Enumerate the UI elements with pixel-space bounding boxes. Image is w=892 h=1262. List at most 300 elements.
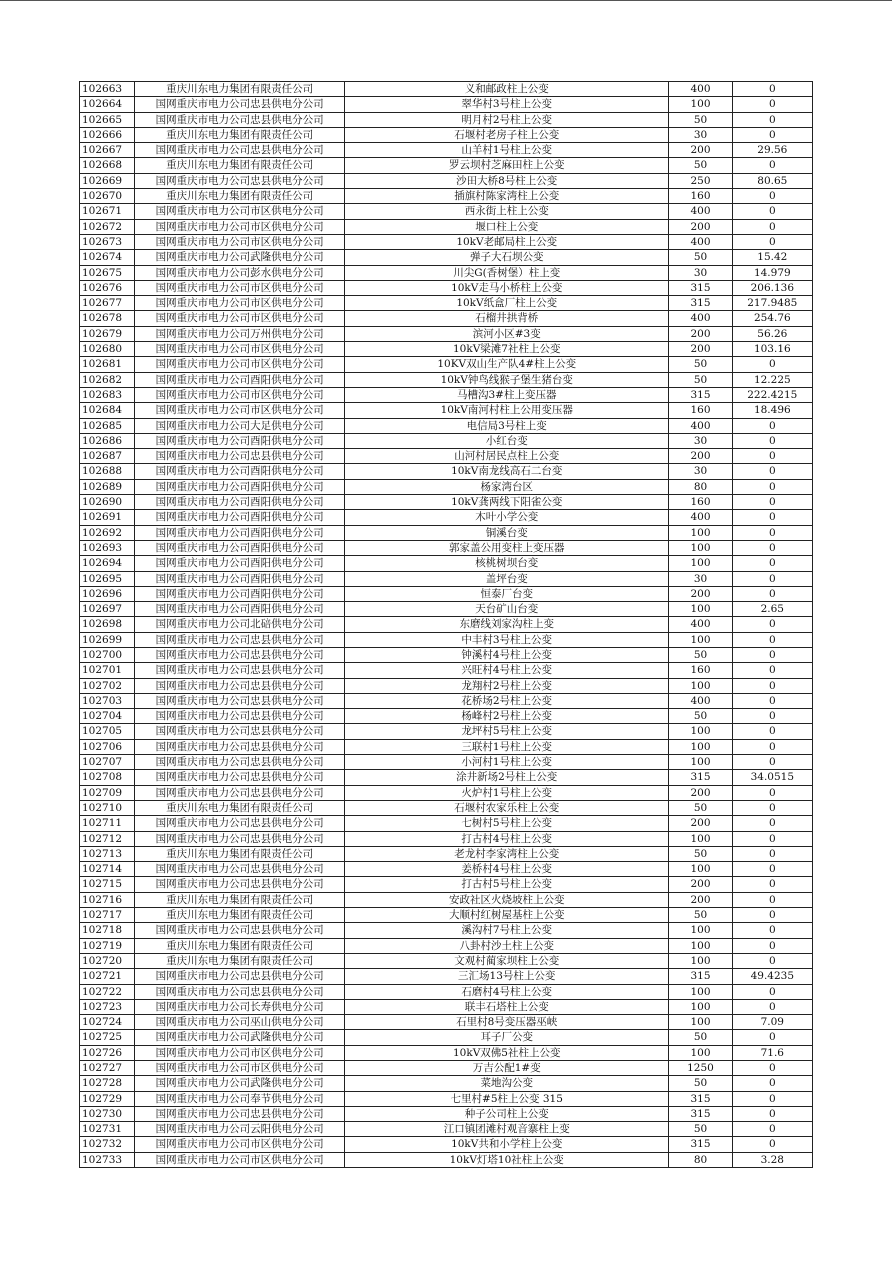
table-row [80, 969, 813, 984]
value-cell: 0 [732, 1030, 812, 1045]
company-cell: 国网重庆市电力公司忠县供电分公司 [135, 969, 345, 984]
row-id-cell: 102691 [80, 510, 135, 525]
capacity-cell: 50 [669, 1076, 732, 1091]
company-cell: 国网重庆市电力公司长寿供电分公司 [135, 999, 345, 1014]
company-cell: 国网重庆市电力公司酉阳供电分公司 [135, 525, 345, 540]
row-id-cell: 102721 [80, 969, 135, 984]
capacity-cell: 315 [669, 1091, 732, 1106]
company-cell: 国网重庆市电力公司忠县供电分公司 [135, 143, 345, 158]
station-name-cell: 万吉公配1#变 [345, 1061, 669, 1076]
value-cell: 0 [732, 617, 812, 632]
table-row [80, 602, 813, 617]
value-cell: 0 [732, 204, 812, 219]
capacity-cell: 30 [669, 433, 732, 448]
company-cell: 国网重庆市电力公司酉阳供电分公司 [135, 540, 345, 555]
company-cell: 国网重庆市电力公司市区供电分公司 [135, 387, 345, 402]
value-cell: 0 [732, 189, 812, 204]
capacity-cell: 100 [669, 1045, 732, 1060]
table-row [80, 1106, 813, 1121]
row-id-cell: 102695 [80, 571, 135, 586]
station-name-cell: 火炉村1号柱上公变 [345, 785, 669, 800]
table-row [80, 127, 813, 142]
capacity-cell: 400 [669, 418, 732, 433]
station-name-cell: 兴旺村4号柱上公变 [345, 663, 669, 678]
station-name-cell: 10kV双佛5社柱上公变 [345, 1045, 669, 1060]
row-id-cell: 102685 [80, 418, 135, 433]
table-row [80, 311, 813, 326]
capacity-cell: 200 [669, 816, 732, 831]
capacity-cell: 160 [669, 189, 732, 204]
value-cell: 80.65 [732, 173, 812, 188]
value-cell: 15.42 [732, 250, 812, 265]
capacity-cell: 200 [669, 449, 732, 464]
station-name-cell: 翠华村3号柱上公变 [345, 97, 669, 112]
row-id-cell: 102689 [80, 479, 135, 494]
row-id-cell: 102709 [80, 785, 135, 800]
table-row [80, 999, 813, 1014]
capacity-cell: 50 [669, 112, 732, 127]
row-id-cell: 102703 [80, 693, 135, 708]
station-name-cell: 核桃树坝台变 [345, 556, 669, 571]
value-cell: 18.496 [732, 403, 812, 418]
value-cell: 0 [732, 158, 812, 173]
capacity-cell: 100 [669, 862, 732, 877]
value-cell: 0 [732, 755, 812, 770]
table-row [80, 862, 813, 877]
station-name-cell: 10kV钟鸟线猴子堡生猪台变 [345, 372, 669, 387]
station-name-cell: 耳子厂公变 [345, 1030, 669, 1045]
row-id-cell: 102730 [80, 1106, 135, 1121]
value-cell: 0 [732, 984, 812, 999]
station-name-cell: 三汇场13号柱上公变 [345, 969, 669, 984]
capacity-cell: 30 [669, 571, 732, 586]
station-name-cell: 花桥场2号柱上公变 [345, 693, 669, 708]
row-id-cell: 102669 [80, 173, 135, 188]
capacity-cell: 100 [669, 525, 732, 540]
company-cell: 国网重庆市电力公司忠县供电分公司 [135, 1106, 345, 1121]
company-cell: 重庆川东电力集团有限责任公司 [135, 953, 345, 968]
value-cell: 0 [732, 479, 812, 494]
station-name-cell: 联丰石塔柱上公变 [345, 999, 669, 1014]
company-cell: 重庆川东电力集团有限责任公司 [135, 158, 345, 173]
company-cell: 国网重庆市电力公司市区供电分公司 [135, 403, 345, 418]
value-cell: 0 [732, 1091, 812, 1106]
capacity-cell: 100 [669, 739, 732, 754]
value-cell: 0 [732, 418, 812, 433]
capacity-cell: 200 [669, 586, 732, 601]
value-cell: 2.65 [732, 602, 812, 617]
company-cell: 国网重庆市电力公司酉阳供电分公司 [135, 571, 345, 586]
row-id-cell: 102711 [80, 816, 135, 831]
table-row [80, 816, 813, 831]
station-name-cell: 石榴井拱背桥 [345, 311, 669, 326]
value-cell: 7.09 [732, 1015, 812, 1030]
capacity-cell: 100 [669, 97, 732, 112]
table-row [80, 923, 813, 938]
station-name-cell: 义和邮政柱上公变 [345, 82, 669, 97]
station-name-cell: 10kV龚两线下阳雀公变 [345, 495, 669, 510]
table-row [80, 617, 813, 632]
value-cell: 0 [732, 525, 812, 540]
value-cell: 0 [732, 1122, 812, 1137]
table-row [80, 540, 813, 555]
station-name-cell: 10kV南河村柱上公用变压器 [345, 403, 669, 418]
row-id-cell: 102701 [80, 663, 135, 678]
station-name-cell: 打古村4号柱上公变 [345, 831, 669, 846]
company-cell: 国网重庆市电力公司市区供电分公司 [135, 234, 345, 249]
value-cell: 0 [732, 785, 812, 800]
table-row [80, 953, 813, 968]
table-row [80, 112, 813, 127]
table-row [80, 1061, 813, 1076]
station-name-cell: 龙坪村5号柱上公变 [345, 724, 669, 739]
value-cell: 3.28 [732, 1152, 812, 1167]
table-row [80, 418, 813, 433]
value-cell: 0 [732, 800, 812, 815]
value-cell: 0 [732, 234, 812, 249]
station-name-cell: 七树村5号柱上公变 [345, 816, 669, 831]
table-row [80, 1076, 813, 1091]
station-name-cell: 铜溪台变 [345, 525, 669, 540]
row-id-cell: 102706 [80, 739, 135, 754]
value-cell: 0 [732, 112, 812, 127]
value-cell: 0 [732, 846, 812, 861]
capacity-cell: 50 [669, 647, 732, 662]
table-row [80, 234, 813, 249]
company-cell: 国网重庆市电力公司忠县供电分公司 [135, 831, 345, 846]
value-cell: 0 [732, 923, 812, 938]
value-cell: 0 [732, 540, 812, 555]
station-name-cell: 山河村居民点柱上公变 [345, 449, 669, 464]
capacity-cell: 50 [669, 800, 732, 815]
row-id-cell: 102722 [80, 984, 135, 999]
table-row [80, 265, 813, 280]
capacity-cell: 100 [669, 953, 732, 968]
value-cell: 34.0515 [732, 770, 812, 785]
station-name-cell: 10kV纸盒厂柱上公变 [345, 296, 669, 311]
station-name-cell: 10kV走马小桥柱上公变 [345, 280, 669, 295]
company-cell: 国网重庆市电力公司忠县供电分公司 [135, 862, 345, 877]
value-cell: 0 [732, 953, 812, 968]
capacity-cell: 200 [669, 143, 732, 158]
station-name-cell: 滨河小区#3变 [345, 326, 669, 341]
row-id-cell: 102707 [80, 755, 135, 770]
table-row [80, 1045, 813, 1060]
value-cell: 0 [732, 1076, 812, 1091]
value-cell: 0 [732, 877, 812, 892]
table-row [80, 82, 813, 97]
station-name-cell: 10kV南龙线高石二台变 [345, 464, 669, 479]
company-cell: 国网重庆市电力公司市区供电分公司 [135, 357, 345, 372]
capacity-cell: 200 [669, 326, 732, 341]
company-cell: 国网重庆市电力公司市区供电分公司 [135, 1152, 345, 1167]
station-name-cell: 江口镇团滩村观音寨柱上变 [345, 1122, 669, 1137]
company-cell: 国网重庆市电力公司忠县供电分公司 [135, 709, 345, 724]
capacity-cell: 400 [669, 204, 732, 219]
company-cell: 国网重庆市电力公司酉阳供电分公司 [135, 495, 345, 510]
capacity-cell: 50 [669, 846, 732, 861]
station-name-cell: 沙田大桥8号柱上公变 [345, 173, 669, 188]
table-row [80, 709, 813, 724]
row-id-cell: 102715 [80, 877, 135, 892]
value-cell: 0 [732, 709, 812, 724]
company-cell: 国网重庆市电力公司忠县供电分公司 [135, 724, 345, 739]
company-cell: 国网重庆市电力公司万州供电分公司 [135, 326, 345, 341]
table-row [80, 984, 813, 999]
transformer-table [79, 81, 813, 1168]
company-cell: 国网重庆市电力公司忠县供电分公司 [135, 647, 345, 662]
station-name-cell: 老龙村李家湾柱上公变 [345, 846, 669, 861]
capacity-cell: 400 [669, 234, 732, 249]
table-row [80, 280, 813, 295]
table-row [80, 326, 813, 341]
company-cell: 国网重庆市电力公司酉阳供电分公司 [135, 479, 345, 494]
capacity-cell: 50 [669, 158, 732, 173]
station-name-cell: 钟溪村4号柱上公变 [345, 647, 669, 662]
capacity-cell: 30 [669, 265, 732, 280]
station-name-cell: 电信局3号柱上变 [345, 418, 669, 433]
company-cell: 国网重庆市电力公司市区供电分公司 [135, 1061, 345, 1076]
capacity-cell: 400 [669, 617, 732, 632]
station-name-cell: 10KV双山生产队4#柱上公变 [345, 357, 669, 372]
row-id-cell: 102682 [80, 372, 135, 387]
company-cell: 国网重庆市电力公司市区供电分公司 [135, 1137, 345, 1152]
row-id-cell: 102680 [80, 342, 135, 357]
station-name-cell: 大顺村红树屋基柱上公变 [345, 908, 669, 923]
station-name-cell: 川尖G(香树堡）柱上变 [345, 265, 669, 280]
table-row [80, 510, 813, 525]
capacity-cell: 100 [669, 831, 732, 846]
row-id-cell: 102697 [80, 602, 135, 617]
company-cell: 国网重庆市电力公司忠县供电分公司 [135, 984, 345, 999]
company-cell: 国网重庆市电力公司酉阳供电分公司 [135, 372, 345, 387]
row-id-cell: 102681 [80, 357, 135, 372]
table-row [80, 678, 813, 693]
company-cell: 国网重庆市电力公司武隆供电分公司 [135, 250, 345, 265]
company-cell: 国网重庆市电力公司市区供电分公司 [135, 296, 345, 311]
value-cell: 49.4235 [732, 969, 812, 984]
station-name-cell: 木叶小学公变 [345, 510, 669, 525]
station-name-cell: 三联村1号柱上公变 [345, 739, 669, 754]
company-cell: 国网重庆市电力公司忠县供电分公司 [135, 632, 345, 647]
row-id-cell: 102670 [80, 189, 135, 204]
capacity-cell: 100 [669, 999, 732, 1014]
capacity-cell: 50 [669, 1122, 732, 1137]
capacity-cell: 315 [669, 387, 732, 402]
station-name-cell: 堰口柱上公变 [345, 219, 669, 234]
capacity-cell: 100 [669, 984, 732, 999]
table-row [80, 724, 813, 739]
station-name-cell: 石堰村老房子柱上公变 [345, 127, 669, 142]
company-cell: 国网重庆市电力公司市区供电分公司 [135, 204, 345, 219]
value-cell: 0 [732, 908, 812, 923]
company-cell: 国网重庆市电力公司市区供电分公司 [135, 342, 345, 357]
station-name-cell: 明月村2号柱上公变 [345, 112, 669, 127]
row-id-cell: 102665 [80, 112, 135, 127]
company-cell: 国网重庆市电力公司忠县供电分公司 [135, 97, 345, 112]
value-cell: 0 [732, 1061, 812, 1076]
table-row [80, 693, 813, 708]
capacity-cell: 200 [669, 219, 732, 234]
row-id-cell: 102690 [80, 495, 135, 510]
table-row [80, 1137, 813, 1152]
value-cell: 0 [732, 816, 812, 831]
company-cell: 国网重庆市电力公司酉阳供电分公司 [135, 556, 345, 571]
value-cell: 0 [732, 449, 812, 464]
value-cell: 56.26 [732, 326, 812, 341]
value-cell: 29.56 [732, 143, 812, 158]
company-cell: 国网重庆市电力公司忠县供电分公司 [135, 112, 345, 127]
station-name-cell: 文观村蔺家坝柱上公变 [345, 953, 669, 968]
row-id-cell: 102710 [80, 800, 135, 815]
table-row [80, 1122, 813, 1137]
station-name-cell: 插旗村陈家湾柱上公变 [345, 189, 669, 204]
row-id-cell: 102688 [80, 464, 135, 479]
table-row [80, 571, 813, 586]
value-cell: 0 [732, 510, 812, 525]
company-cell: 重庆川东电力集团有限责任公司 [135, 82, 345, 97]
row-id-cell: 102693 [80, 540, 135, 555]
station-name-cell: 安政社区火烧坡柱上公变 [345, 892, 669, 907]
table-row [80, 219, 813, 234]
table-row [80, 908, 813, 923]
capacity-cell: 200 [669, 342, 732, 357]
row-id-cell: 102704 [80, 709, 135, 724]
value-cell: 0 [732, 495, 812, 510]
table-row [80, 586, 813, 601]
company-cell: 国网重庆市电力公司大足供电分公司 [135, 418, 345, 433]
capacity-cell: 100 [669, 632, 732, 647]
row-id-cell: 102679 [80, 326, 135, 341]
row-id-cell: 102668 [80, 158, 135, 173]
table-row [80, 877, 813, 892]
station-name-cell: 中丰村3号柱上公变 [345, 632, 669, 647]
station-name-cell: 东磨线刘家沟柱上变 [345, 617, 669, 632]
table-body [80, 82, 813, 1168]
row-id-cell: 102700 [80, 647, 135, 662]
table-row [80, 495, 813, 510]
value-cell: 0 [732, 663, 812, 678]
company-cell: 国网重庆市电力公司武隆供电分公司 [135, 1030, 345, 1045]
row-id-cell: 102696 [80, 586, 135, 601]
value-cell: 0 [732, 938, 812, 953]
capacity-cell: 315 [669, 296, 732, 311]
row-id-cell: 102674 [80, 250, 135, 265]
company-cell: 国网重庆市电力公司忠县供电分公司 [135, 785, 345, 800]
row-id-cell: 102725 [80, 1030, 135, 1045]
capacity-cell: 100 [669, 755, 732, 770]
value-cell: 0 [732, 1106, 812, 1121]
capacity-cell: 400 [669, 82, 732, 97]
value-cell: 12.225 [732, 372, 812, 387]
station-name-cell: 罗云坝村芝麻田柱上公变 [345, 158, 669, 173]
row-id-cell: 102705 [80, 724, 135, 739]
company-cell: 国网重庆市电力公司忠县供电分公司 [135, 816, 345, 831]
row-id-cell: 102702 [80, 678, 135, 693]
value-cell: 0 [732, 892, 812, 907]
station-name-cell: 小红台变 [345, 433, 669, 448]
value-cell: 0 [732, 647, 812, 662]
row-id-cell: 102677 [80, 296, 135, 311]
value-cell: 0 [732, 219, 812, 234]
capacity-cell: 400 [669, 311, 732, 326]
table-row [80, 831, 813, 846]
capacity-cell: 50 [669, 908, 732, 923]
row-id-cell: 102714 [80, 862, 135, 877]
table-row [80, 97, 813, 112]
company-cell: 国网重庆市电力公司武隆供电分公司 [135, 1076, 345, 1091]
station-name-cell: 杨家湾台区 [345, 479, 669, 494]
row-id-cell: 102664 [80, 97, 135, 112]
capacity-cell: 315 [669, 969, 732, 984]
company-cell: 国网重庆市电力公司市区供电分公司 [135, 311, 345, 326]
company-cell: 国网重庆市电力公司忠县供电分公司 [135, 693, 345, 708]
company-cell: 国网重庆市电力公司忠县供电分公司 [135, 755, 345, 770]
station-name-cell: 10kV老邮局柱上公变 [345, 234, 669, 249]
value-cell: 0 [732, 999, 812, 1014]
company-cell: 国网重庆市电力公司忠县供电分公司 [135, 877, 345, 892]
table-row [80, 800, 813, 815]
capacity-cell: 400 [669, 693, 732, 708]
station-name-cell: 涂井新场2号柱上公变 [345, 770, 669, 785]
capacity-cell: 80 [669, 1152, 732, 1167]
row-id-cell: 102672 [80, 219, 135, 234]
company-cell: 重庆川东电力集团有限责任公司 [135, 189, 345, 204]
capacity-cell: 80 [669, 479, 732, 494]
capacity-cell: 100 [669, 556, 732, 571]
row-id-cell: 102723 [80, 999, 135, 1014]
row-id-cell: 102732 [80, 1137, 135, 1152]
station-name-cell: 弹子大石坝公变 [345, 250, 669, 265]
row-id-cell: 102667 [80, 143, 135, 158]
table-row [80, 189, 813, 204]
capacity-cell: 200 [669, 785, 732, 800]
value-cell: 0 [732, 739, 812, 754]
station-name-cell: 石堰村农家乐柱上公变 [345, 800, 669, 815]
company-cell: 国网重庆市电力公司云阳供电分公司 [135, 1122, 345, 1137]
row-id-cell: 102684 [80, 403, 135, 418]
row-id-cell: 102678 [80, 311, 135, 326]
company-cell: 国网重庆市电力公司忠县供电分公司 [135, 770, 345, 785]
table-row [80, 387, 813, 402]
row-id-cell: 102675 [80, 265, 135, 280]
row-id-cell: 102698 [80, 617, 135, 632]
capacity-cell: 315 [669, 280, 732, 295]
table-row [80, 770, 813, 785]
capacity-cell: 100 [669, 678, 732, 693]
row-id-cell: 102666 [80, 127, 135, 142]
company-cell: 重庆川东电力集团有限责任公司 [135, 846, 345, 861]
station-name-cell: 10kV共和小学柱上公变 [345, 1137, 669, 1152]
company-cell: 重庆川东电力集团有限责任公司 [135, 908, 345, 923]
row-id-cell: 102694 [80, 556, 135, 571]
value-cell: 103.16 [732, 342, 812, 357]
row-id-cell: 102713 [80, 846, 135, 861]
capacity-cell: 50 [669, 250, 732, 265]
company-cell: 国网重庆市电力公司忠县供电分公司 [135, 739, 345, 754]
value-cell: 0 [732, 724, 812, 739]
table-row [80, 250, 813, 265]
value-cell: 0 [732, 586, 812, 601]
company-cell: 重庆川东电力集团有限责任公司 [135, 127, 345, 142]
table-row [80, 525, 813, 540]
company-cell: 重庆川东电力集团有限责任公司 [135, 892, 345, 907]
table-row [80, 143, 813, 158]
value-cell: 0 [732, 571, 812, 586]
capacity-cell: 160 [669, 403, 732, 418]
capacity-cell: 315 [669, 770, 732, 785]
capacity-cell: 200 [669, 877, 732, 892]
